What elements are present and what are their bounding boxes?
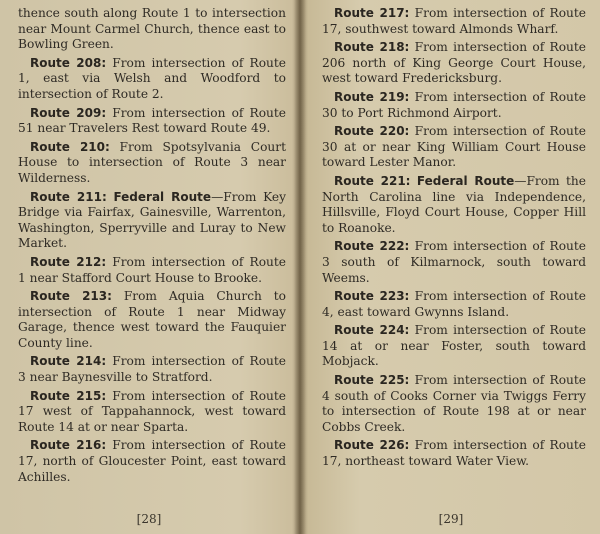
page-number: [28] (136, 512, 162, 526)
route-number: Route 223: (334, 289, 410, 304)
route-description: From intersection of Route 206 north of King George Court House, west toward Fredericksburg. (322, 40, 586, 86)
route-entry (322, 438, 586, 469)
route-entry (322, 174, 586, 236)
route-number: Route 225: (334, 373, 410, 388)
continuation-text: thence south along Route 1 to intersection near Mount Carmel Church, thence east to Bowling Green. (18, 6, 286, 52)
route-description: From intersection of Route 30 at or near King William Court House toward Lester Manor. (322, 124, 586, 170)
route-entry (18, 255, 286, 286)
route-entry (322, 239, 586, 286)
route-entry (322, 6, 586, 37)
left-entries (18, 56, 286, 485)
route-entry (18, 389, 286, 436)
route-description: From intersection of Route 17, north of Gloucester Point, east toward Achilles. (18, 438, 286, 484)
route-number: Route 222: (334, 239, 410, 254)
route-description: From Spotsylvania Court House to intersection of Route 3 near Wilderness. (18, 139, 286, 185)
route-description: —From the North Carolina line via Independence, Hillsville, Floyd Court House, Copper Hill to Roanoke. (322, 173, 586, 235)
right-entries (322, 6, 586, 470)
route-number: Route 212: (30, 254, 107, 269)
federal-route-label: Federal Route (113, 189, 212, 204)
route-description: From intersection of Route 17, southwest toward Almonds Wharf. (322, 6, 586, 36)
route-number: Route 215: (30, 388, 107, 403)
route-entry (18, 438, 286, 485)
route-number: Route 219: (334, 89, 410, 104)
route-description: From intersection of Route 51 near Travelers Rest toward Route 49. (18, 105, 286, 136)
left-page (0, 0, 298, 534)
route-number: Route 210: (30, 139, 110, 154)
route-entry (18, 354, 286, 385)
route-description: From Aquia Church to intersection of Route 1 near Midway Garage, thence west toward the Fauquier County line. (18, 289, 286, 350)
route-entry (322, 373, 586, 435)
route-entry (18, 190, 286, 252)
route-number: Route 214: (30, 354, 107, 369)
route-description: From intersection of Route 3 south of Kilmarnock, south toward Weems. (322, 239, 586, 285)
route-number: Route 216: (30, 438, 107, 453)
route-number: Route 208: (30, 55, 107, 70)
route-description: From intersection of Route 14 at or near Foster, south toward Mobjack. (322, 323, 586, 369)
route-number: Route 226: (334, 438, 410, 453)
route-entry (322, 289, 586, 320)
route-number: Route 221: (334, 173, 411, 188)
route-entry (18, 140, 286, 187)
page-number: [29] (438, 512, 464, 526)
route-entry (322, 124, 586, 171)
route-description: From intersection of Route 17, northeast toward Water View. (322, 438, 586, 469)
route-description: From intersection of Route 4, east toward Gwynns Island. (322, 289, 586, 319)
federal-route-label: Federal Route (416, 173, 515, 188)
route-entry (322, 323, 586, 370)
route-entry (18, 289, 286, 351)
route-number: Route 211: (30, 189, 107, 204)
right-page (302, 0, 600, 534)
route-description: From intersection of Route 1, east via Welsh and Woodford to intersection of Route 2. (18, 55, 286, 101)
route-entry (322, 40, 586, 87)
route-number: Route 224: (334, 323, 410, 338)
route-description: From intersection of Route 17 west of Tappahannock, west toward Route 14 at or near Sparta. (18, 388, 286, 434)
route-description: From intersection of Route 30 to Port Richmond Airport. (322, 89, 586, 120)
route-entry (18, 106, 286, 137)
route-description: From intersection of Route 4 south of Cooks Corner via Twiggs Ferry to intersection of Route 198 at or near Cobbs Creek. (322, 373, 586, 434)
route-number: Route 218: (334, 40, 410, 55)
route-description: From intersection of Route 1 near Stafford Court House to Brooke. (18, 254, 286, 285)
route-description: From intersection of Route 3 near Baynesville to Stratford. (18, 354, 286, 385)
route-entry (18, 56, 286, 103)
route-number: Route 217: (334, 6, 410, 20)
route-number: Route 209: (30, 105, 107, 120)
route-description: —From Key Bridge via Fairfax, Gainesville, Warrenton, Washington, Sperryville and Luray to New Market. (18, 189, 286, 251)
route-number: Route 220: (334, 124, 410, 139)
route-entry (322, 90, 586, 121)
route-number: Route 213: (30, 289, 112, 304)
